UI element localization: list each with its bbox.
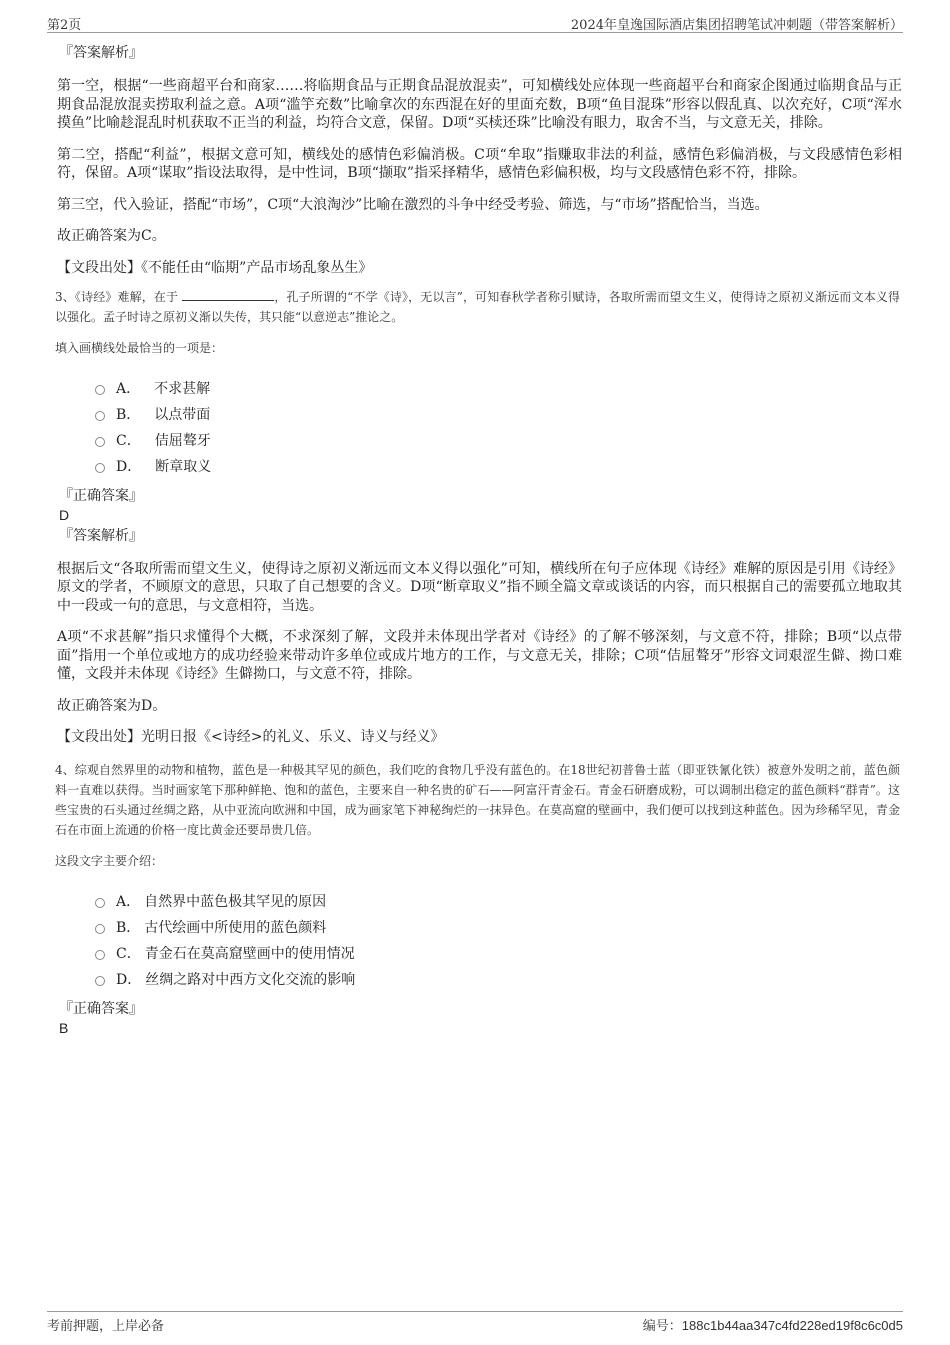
q3-option-d[interactable]: D． 断章取义: [95, 453, 902, 479]
radio-icon[interactable]: [95, 976, 105, 986]
page-number: 第2页: [47, 18, 82, 33]
q2-analysis-label: 『答案解析』: [59, 45, 143, 61]
q3-question-text: 3、《诗经》难解，在于 ，孔子所谓的“不学《诗》，无以言”，可知春秋学者称引赋诗，各取所需而望文生义，使得诗之原初义渐远而文本义得以强化。孟子时诗之原初义渐以失传，其只能“以意逆志”推论之。: [55, 289, 901, 324]
q4-question-text: 4、综观自然界里的动物和植物，蓝色是一种极其罕见的颜色，我们吃的食物几乎没有蓝色的。在18世纪初普鲁士蓝（即亚铁氰化铁）被意外发明之前，蓝色颜料一直难以获得。当时画家笔下那种鲜艳、饱和的蓝色，主要来自一种名贵的矿石——阿富汗青金石。青金石研磨成粉，可以调制出稳定的蓝色颜料“群青”。这些宝贵的石头通过丝绸之路，从中亚流向欧洲和中国，成为画家笔下神秘绚烂的一抹异色。在莫高窟的壁画中，我们便可以找到这种蓝色。因为珍稀罕见，青金石在市面上流通的价格一度比黄金还要昂贵几倍。: [55, 763, 900, 837]
radio-icon[interactable]: [95, 385, 105, 395]
q3-options: [95, 375, 902, 479]
q4-prompt: 这段文字主要介绍：: [55, 854, 164, 868]
q3-analysis-paragraph-1: 根据后文“各取所需而望文生义，使得诗之原初义渐远而文本义得以强化”可知，横线所在句子应体现《诗经》难解的原因是引用《诗经》原文的学者，不顾原文的意思，只取了自己想要的含义。D项“断章取义”指不顾全篇文章或谈话的内容，而只根据自己的需要孤立地取其中一段或一句的意思，与文意相符，当选。: [57, 560, 902, 614]
q4-option-c[interactable]: C． 青金石在莫高窟壁画中的使用情况: [95, 940, 902, 966]
radio-icon[interactable]: [95, 437, 105, 447]
q3-option-a[interactable]: A． 不求甚解: [95, 375, 902, 401]
radio-icon[interactable]: [95, 924, 105, 934]
q4-option-b[interactable]: B． 古代绘画中所使用的蓝色颜料: [95, 914, 902, 940]
q3-blank: [182, 288, 274, 301]
q2-analysis-paragraph-2: 第二空，搭配“利益”，根据文意可知，横线处的感情色彩偏消极。C项“牟取”指赚取非法的利益，感情色彩偏消极，与文段感情色彩相符，保留。A项“谋取”指设法取得，是中性词，B项“撷取”指采择精华，感情色彩偏积极，均与文段感情色彩不符，排除。: [57, 146, 902, 181]
page-content: [57, 44, 902, 1040]
q3-analysis-label: 『答案解析』: [59, 527, 143, 544]
radio-icon[interactable]: [95, 898, 105, 908]
document-code: 编号：188c1b44aa347c4fd228ed19f8c6c0d5: [642, 1318, 903, 1334]
q3-prompt: 填入画横线处最恰当的一项是：: [55, 340, 224, 355]
q2-analysis-conclusion: 故正确答案为C。: [57, 228, 166, 244]
q3-option-b[interactable]: B． 以点带面: [95, 401, 902, 427]
radio-icon[interactable]: [95, 950, 105, 960]
q4-option-a[interactable]: A． 自然界中蓝色极其罕见的原因: [95, 888, 902, 914]
q4-answer-label: 『正确答案』: [59, 1001, 143, 1017]
radio-icon[interactable]: [95, 411, 105, 421]
q4-option-d[interactable]: D． 丝绸之路对中西方文化交流的影响: [95, 966, 902, 992]
q3-analysis-conclusion: 故正确答案为D。: [57, 697, 167, 714]
q3-answer-label: 『正确答案』: [59, 487, 143, 504]
page-header: [47, 10, 903, 33]
document-title: 2024年皇逸国际酒店集团招聘笔试冲刺题（带答案解析）: [570, 18, 903, 33]
q2-analysis-paragraph-1: 第一空，根据“一些商超平台和商家……将临期食品与正期食品混放混卖”，可知横线处应体现一些商超平台和商家企图通过临期食品与正期食品混放混卖捞取利益之意。A项“滥竽充数”比喻拿次的东西混在好的里面充数，B项“鱼目混珠”形容以假乱真、以次充好，C项“浑水摸鱼”比喻趁混乱时机获取不正当的利益，均符合文意，保留。D项“买椟还珠”比喻没有眼力，取舍不当，与文意无关，排除。: [57, 78, 902, 131]
q4-options: [95, 888, 902, 992]
q3-analysis-paragraph-2: A项“不求甚解”指只求懂得个大概，不求深刻了解，文段并未体现出学者对《诗经》的了解不够深刻，与文意不符，排除；B项“以点带面”指用一个单位或地方的成功经验来带动许多单位或成片地方的工作，与文意无关，排除；C项“佶屈聱牙”形容文词艰涩生僻、拗口难懂，文段并未体现《诗经》生僻拗口，与文意不符，排除。: [57, 629, 902, 682]
q2-analysis-paragraph-3: 第三空，代入验证，搭配“市场”，C项“大浪淘沙”比喻在激烈的斗争中经受考验、筛选，与“市场”搭配恰当，当选。: [57, 196, 769, 213]
q3-option-c[interactable]: C． 佶屈聱牙: [95, 427, 902, 453]
page-footer: [47, 1311, 903, 1336]
q3-source: 【文段出处】光明日报《<诗经>的礼义、乐义、诗义与经义》: [57, 729, 445, 745]
q3-answer: D: [59, 506, 70, 523]
q2-source: 【文段出处】《不能任由“临期”产品市场乱象丛生》: [57, 259, 373, 276]
q4-answer: B: [59, 1020, 69, 1036]
radio-icon[interactable]: [95, 463, 105, 473]
footer-slogan: 考前押题，上岸必备: [47, 1319, 165, 1334]
